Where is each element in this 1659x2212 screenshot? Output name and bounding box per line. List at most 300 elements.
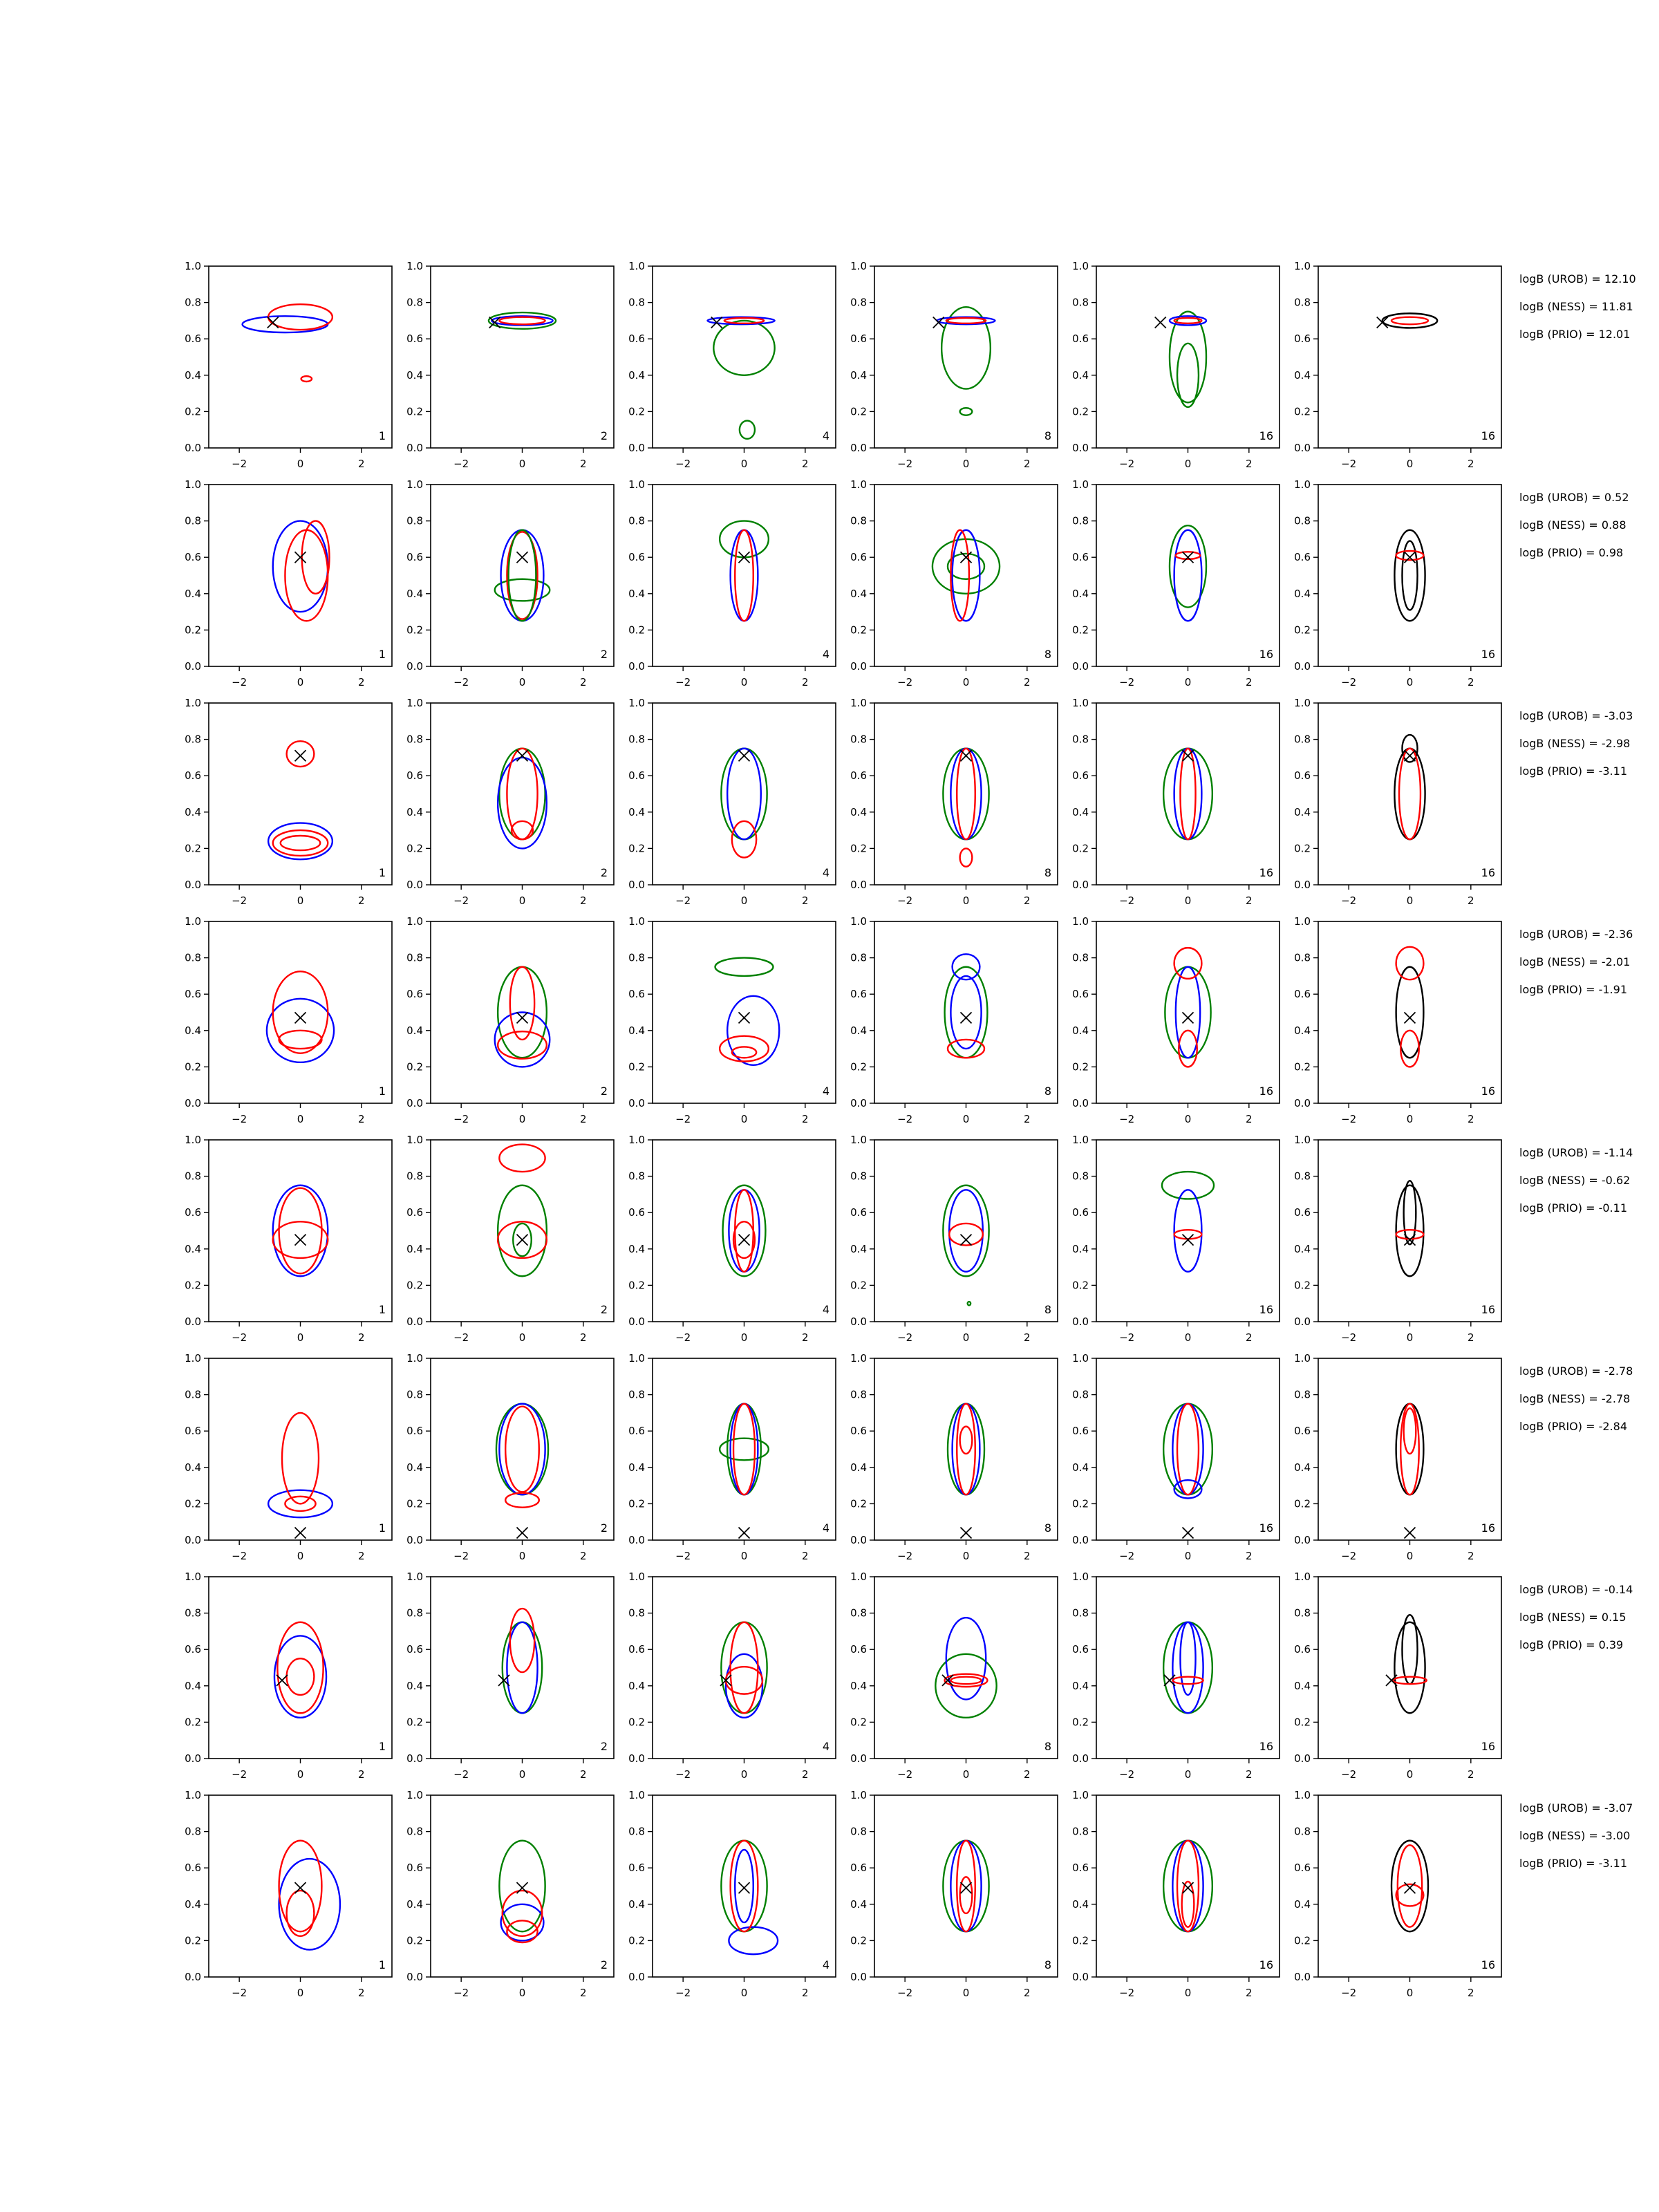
y-tick-label: 0.0 [1294, 1752, 1311, 1765]
y-tick-label: 0.2 [850, 624, 867, 637]
contour-group [932, 530, 1000, 621]
y-tick-label: 0.8 [185, 296, 201, 309]
contour-red [735, 530, 753, 621]
x-tick-label: 0 [1406, 1331, 1414, 1344]
y-tick-label: 0.0 [1072, 1752, 1089, 1765]
axes-frame [209, 1795, 392, 1977]
y-tick-label: 1.0 [1072, 1352, 1089, 1365]
figure-row [185, 1571, 1633, 1781]
y-tick-label: 0.0 [185, 1971, 201, 1983]
x-tick-label: −2 [1341, 894, 1357, 907]
subplot [850, 478, 1058, 688]
panel-label: 1 [378, 866, 386, 879]
x-tick-label: 0 [962, 1113, 970, 1125]
y-tick-label: 0.2 [850, 1934, 867, 1947]
y-tick-label: 0.4 [406, 1461, 423, 1474]
panel-label: 1 [378, 648, 386, 661]
y-tick-label: 0.6 [628, 988, 645, 1001]
y-tick-label: 0.6 [406, 988, 423, 1001]
y-tick-label: 0.2 [1294, 1060, 1311, 1074]
x-tick-label: 2 [358, 894, 365, 907]
y-tick-label: 1.0 [1294, 1571, 1311, 1583]
contour-blue [498, 758, 547, 849]
x-tick-label: 0 [1184, 458, 1192, 470]
y-tick-label: 0.2 [850, 405, 867, 418]
subplot [1072, 260, 1280, 470]
y-tick-label: 0.4 [406, 1024, 423, 1037]
y-tick-label: 0.2 [1294, 1934, 1311, 1947]
y-tick-label: 1.0 [1294, 1789, 1311, 1801]
x-tick-label: 0 [962, 1550, 970, 1562]
y-tick-label: 1.0 [850, 1571, 867, 1583]
x-tick-label: 0 [1184, 1768, 1192, 1781]
subplot [1072, 1571, 1280, 1781]
true-value-marker [268, 317, 279, 328]
y-tick-label: 0.8 [406, 1388, 423, 1401]
x-tick-label: 2 [1024, 1113, 1031, 1125]
y-tick-label: 0.6 [628, 1643, 645, 1656]
x-tick-label: 2 [1246, 676, 1253, 688]
y-tick-label: 0.8 [185, 733, 201, 746]
y-tick-label: 0.8 [185, 514, 201, 527]
y-tick-label: 0.4 [185, 1679, 201, 1692]
y-tick-label: 0.6 [185, 332, 201, 346]
contour-blue [268, 823, 332, 860]
axes-frame [1096, 485, 1280, 666]
panel-label: 2 [600, 429, 608, 442]
contour-blue [950, 1841, 981, 1932]
contour-group [1163, 1622, 1212, 1714]
y-tick-label: 0.8 [850, 514, 867, 527]
logb-annotation: logB (NESS) = -2.01 [1519, 955, 1631, 968]
y-tick-label: 0.2 [1072, 1497, 1089, 1510]
logb-annotation: logB (UROB) = -3.07 [1519, 1801, 1633, 1815]
true-value-marker [517, 1235, 528, 1246]
contour-red [735, 1190, 753, 1271]
y-tick-label: 0.2 [185, 842, 201, 855]
subplot [1294, 260, 1501, 470]
x-tick-label: −2 [675, 1550, 691, 1562]
subplot [628, 1571, 836, 1781]
true-value-marker [517, 552, 528, 563]
contour-group [715, 958, 780, 1065]
x-tick-label: −2 [897, 458, 913, 470]
logb-annotation: logB (PRIO) = -2.84 [1519, 1420, 1627, 1433]
y-tick-label: 0.6 [628, 1862, 645, 1875]
axes-frame [209, 1358, 392, 1540]
panel-label: 1 [378, 429, 386, 442]
x-tick-label: −2 [1341, 1331, 1357, 1344]
contour-red [960, 848, 973, 866]
subplot [850, 697, 1058, 907]
contour-green [498, 1185, 547, 1277]
x-tick-label: 0 [297, 1331, 304, 1344]
panel-label: 2 [600, 1085, 608, 1098]
contour-group [1163, 749, 1212, 840]
contour-green [509, 530, 536, 621]
y-tick-label: 0.4 [1072, 1242, 1089, 1255]
contour-group [945, 954, 988, 1058]
y-tick-label: 0.2 [185, 1934, 201, 1947]
panel-label: 16 [1481, 1958, 1495, 1971]
y-tick-label: 1.0 [628, 697, 645, 709]
y-tick-label: 0.2 [185, 1279, 201, 1292]
contour-red [1174, 948, 1202, 979]
subplot [1294, 697, 1501, 907]
y-tick-label: 0.2 [185, 405, 201, 418]
y-tick-label: 0.4 [1072, 1461, 1089, 1474]
y-tick-label: 0.8 [406, 951, 423, 964]
contour-red [512, 821, 533, 839]
axes-frame [1096, 266, 1280, 448]
y-tick-label: 0.6 [1294, 551, 1311, 564]
y-tick-label: 0.2 [406, 1060, 423, 1074]
x-tick-label: −2 [897, 676, 913, 688]
logb-annotation: logB (PRIO) = 0.39 [1519, 1638, 1624, 1651]
axes-frame [1318, 1358, 1501, 1540]
subplot [185, 1789, 392, 1999]
y-tick-label: 0.0 [628, 1752, 645, 1765]
y-tick-label: 0.4 [850, 1024, 867, 1037]
contour-group [943, 1841, 988, 1932]
x-tick-label: −2 [1341, 1113, 1357, 1125]
x-tick-label: 0 [297, 1987, 304, 1999]
y-tick-label: 1.0 [1072, 915, 1089, 928]
contour-group [948, 1404, 984, 1495]
x-tick-label: 0 [297, 1550, 304, 1562]
y-tick-label: 0.6 [1072, 1862, 1089, 1875]
true-value-marker [739, 750, 750, 761]
panel-label: 16 [1481, 1740, 1495, 1753]
y-tick-label: 0.6 [1294, 769, 1311, 782]
x-tick-label: −2 [232, 1768, 247, 1781]
y-tick-label: 0.2 [406, 405, 423, 418]
y-tick-label: 0.2 [406, 1934, 423, 1947]
x-tick-label: 0 [297, 458, 304, 470]
contour-group [1163, 1404, 1212, 1499]
y-tick-label: 0.6 [185, 551, 201, 564]
y-tick-label: 0.4 [628, 1024, 645, 1037]
panel-label: 16 [1481, 648, 1495, 661]
y-tick-label: 0.8 [1294, 1825, 1311, 1838]
x-tick-label: −2 [1119, 894, 1135, 907]
y-tick-label: 0.6 [185, 769, 201, 782]
y-tick-label: 0.4 [628, 1679, 645, 1692]
x-tick-label: 0 [1406, 1987, 1414, 1999]
y-tick-label: 1.0 [850, 478, 867, 491]
x-tick-label: 2 [1468, 1113, 1474, 1125]
x-tick-label: 2 [1468, 1987, 1474, 1999]
y-tick-label: 0.8 [185, 1170, 201, 1183]
contour-blue [273, 521, 328, 612]
x-tick-label: 0 [740, 1331, 748, 1344]
contour-group [273, 1185, 328, 1277]
subplot [185, 478, 392, 688]
x-tick-label: 2 [580, 1331, 587, 1344]
panel-label: 4 [822, 1521, 830, 1535]
contour-blue [735, 1850, 753, 1922]
x-tick-label: 0 [297, 894, 304, 907]
contour-red [733, 1404, 755, 1495]
y-tick-label: 0.4 [850, 1679, 867, 1692]
x-tick-label: −2 [897, 894, 913, 907]
subplot [1072, 1134, 1280, 1344]
y-tick-label: 0.4 [1072, 587, 1089, 600]
y-tick-label: 0.0 [406, 442, 423, 454]
y-tick-label: 0.0 [850, 1752, 867, 1765]
true-value-marker [1183, 1235, 1194, 1246]
x-tick-label: 0 [297, 676, 304, 688]
contour-group [723, 1185, 766, 1277]
x-tick-label: −2 [897, 1987, 913, 1999]
subplot [406, 1134, 614, 1344]
contour-red [957, 1841, 975, 1932]
y-tick-label: 0.6 [850, 1643, 867, 1656]
y-tick-label: 0.6 [1072, 332, 1089, 346]
y-tick-label: 1.0 [628, 1789, 645, 1801]
axes-frame [874, 1358, 1058, 1540]
y-tick-label: 1.0 [406, 1352, 423, 1365]
y-tick-label: 0.4 [185, 1024, 201, 1037]
x-tick-label: 0 [518, 1987, 526, 1999]
panel-label: 1 [378, 1085, 386, 1098]
x-tick-label: −2 [453, 676, 469, 688]
contour-red [499, 1145, 545, 1172]
panel-label: 8 [1044, 866, 1051, 879]
y-tick-label: 0.6 [1072, 551, 1089, 564]
x-tick-label: −2 [232, 1331, 247, 1344]
x-tick-label: 0 [297, 1113, 304, 1125]
y-tick-label: 0.6 [850, 1862, 867, 1875]
y-tick-label: 0.2 [1072, 624, 1089, 637]
y-tick-label: 0.2 [628, 1060, 645, 1074]
panel-label: 1 [378, 1521, 386, 1535]
y-tick-label: 0.6 [406, 332, 423, 346]
x-tick-label: 2 [1468, 894, 1474, 907]
logb-annotation: logB (PRIO) = 12.01 [1519, 328, 1631, 341]
y-tick-label: 0.4 [850, 587, 867, 600]
panel-label: 2 [600, 866, 608, 879]
panel-label: 16 [1259, 1521, 1273, 1535]
x-tick-label: 2 [1246, 1987, 1253, 1999]
x-tick-label: 2 [802, 1331, 809, 1344]
contour-group [243, 304, 332, 382]
contour-green [1163, 749, 1212, 840]
y-tick-label: 0.8 [1072, 733, 1089, 746]
x-tick-label: 0 [962, 676, 970, 688]
panel-label: 1 [378, 1958, 386, 1971]
contour-red [1400, 1404, 1419, 1495]
logb-annotation: logB (NESS) = -2.98 [1519, 737, 1631, 750]
panel-label: 16 [1481, 866, 1495, 879]
y-tick-label: 1.0 [406, 915, 423, 928]
x-tick-label: −2 [453, 1331, 469, 1344]
x-tick-label: −2 [675, 458, 691, 470]
true-value-marker [1405, 552, 1416, 563]
contour-group [1170, 312, 1206, 407]
y-tick-label: 0.4 [628, 587, 645, 600]
contour-group [1394, 735, 1425, 839]
y-tick-label: 1.0 [1072, 1789, 1089, 1801]
contour-red [510, 967, 534, 1040]
contour-red [1393, 1677, 1427, 1685]
y-tick-label: 1.0 [406, 260, 423, 272]
panel-label: 1 [378, 1303, 386, 1316]
y-tick-label: 0.4 [406, 805, 423, 818]
y-tick-label: 0.0 [185, 1097, 201, 1109]
x-tick-label: 0 [518, 458, 526, 470]
y-tick-label: 1.0 [1072, 1134, 1089, 1146]
y-tick-label: 0.6 [850, 551, 867, 564]
y-tick-label: 0.0 [406, 1315, 423, 1328]
x-tick-label: 2 [358, 1768, 365, 1781]
y-tick-label: 0.2 [185, 624, 201, 637]
axes-frame [874, 921, 1058, 1103]
y-tick-label: 0.4 [185, 1461, 201, 1474]
axes-frame [209, 921, 392, 1103]
x-tick-label: 2 [580, 1987, 587, 1999]
x-tick-label: 2 [580, 1768, 587, 1781]
y-tick-label: 0.4 [1294, 1461, 1311, 1474]
y-tick-label: 0.8 [850, 733, 867, 746]
y-tick-label: 1.0 [185, 478, 201, 491]
contour-group [1170, 525, 1206, 621]
subplot [628, 478, 836, 688]
axes-frame [653, 921, 836, 1103]
x-tick-label: −2 [675, 894, 691, 907]
y-tick-label: 1.0 [1294, 915, 1311, 928]
y-tick-label: 0.8 [406, 1170, 423, 1183]
axes-frame [431, 266, 614, 448]
subplot [628, 1134, 836, 1344]
contour-group [708, 317, 775, 439]
contour-group [720, 1404, 769, 1495]
x-tick-label: 2 [358, 1331, 365, 1344]
panel-label: 2 [600, 1958, 608, 1971]
contour-group [495, 967, 550, 1067]
x-tick-label: 0 [1406, 1768, 1414, 1781]
y-tick-label: 0.0 [1294, 1971, 1311, 1983]
y-tick-label: 0.2 [628, 842, 645, 855]
y-tick-label: 0.2 [850, 1497, 867, 1510]
y-tick-label: 1.0 [185, 915, 201, 928]
y-tick-label: 1.0 [185, 1352, 201, 1365]
subplot [850, 1134, 1058, 1344]
y-tick-label: 0.8 [406, 296, 423, 309]
contour-green [968, 1302, 971, 1305]
y-tick-label: 1.0 [628, 1134, 645, 1146]
y-tick-label: 0.6 [628, 1206, 645, 1219]
x-tick-label: 0 [518, 676, 526, 688]
y-tick-label: 0.4 [185, 1242, 201, 1255]
contour-black [1394, 1622, 1425, 1714]
contour-blue [950, 749, 981, 840]
true-value-marker [961, 750, 972, 761]
y-tick-label: 0.6 [1072, 1206, 1089, 1219]
x-tick-label: −2 [1119, 1987, 1135, 1999]
contour-red [732, 1047, 756, 1058]
y-tick-label: 0.6 [1072, 769, 1089, 782]
contour-blue [1174, 749, 1202, 840]
x-tick-label: 2 [358, 1987, 365, 1999]
y-tick-label: 0.0 [628, 879, 645, 891]
contour-group [721, 1841, 778, 1954]
y-tick-label: 0.0 [1294, 442, 1311, 454]
y-tick-label: 0.0 [1072, 1971, 1089, 1983]
x-tick-label: −2 [675, 1331, 691, 1344]
y-tick-label: 0.2 [628, 624, 645, 637]
y-tick-label: 0.4 [1294, 1897, 1311, 1911]
x-tick-label: −2 [453, 1987, 469, 1999]
y-tick-label: 0.4 [1294, 805, 1311, 818]
contour-group [943, 749, 988, 867]
axes-frame [874, 703, 1058, 885]
contour-black [1402, 1615, 1417, 1684]
contour-group [1393, 1615, 1427, 1713]
contour-blue [274, 1635, 326, 1717]
x-tick-label: 2 [1468, 1768, 1474, 1781]
y-tick-label: 0.4 [628, 1461, 645, 1474]
y-tick-label: 0.0 [406, 879, 423, 891]
panel-label: 8 [1044, 1303, 1051, 1316]
y-tick-label: 1.0 [1072, 260, 1089, 272]
contour-group [267, 971, 334, 1062]
contour-red [285, 530, 328, 621]
y-tick-label: 0.4 [185, 368, 201, 382]
y-tick-label: 0.2 [406, 1497, 423, 1510]
y-tick-label: 0.8 [406, 1825, 423, 1838]
y-tick-label: 0.0 [1072, 660, 1089, 673]
x-tick-label: 0 [518, 1113, 526, 1125]
panel-label: 16 [1481, 429, 1495, 442]
axes-frame [431, 1358, 614, 1540]
panel-label: 8 [1044, 648, 1051, 661]
y-tick-label: 0.0 [1072, 1315, 1089, 1328]
y-tick-label: 0.4 [1072, 368, 1089, 382]
y-tick-label: 0.2 [1072, 1279, 1089, 1292]
contour-group [268, 741, 332, 859]
panel-label: 2 [600, 648, 608, 661]
contour-blue [949, 1190, 983, 1271]
true-value-marker [739, 1235, 750, 1246]
contour-group [498, 1145, 547, 1277]
figure-row [185, 478, 1629, 688]
axes-frame [431, 703, 614, 885]
true-value-marker [517, 1882, 528, 1893]
contour-group [1382, 313, 1438, 328]
x-tick-label: −2 [897, 1768, 913, 1781]
x-tick-label: −2 [1341, 1768, 1357, 1781]
true-value-marker [739, 1882, 750, 1893]
y-tick-label: 0.2 [628, 1716, 645, 1729]
y-tick-label: 1.0 [850, 260, 867, 272]
contour-group [279, 1841, 340, 1950]
axes-frame [874, 1795, 1058, 1977]
subplot [628, 260, 836, 470]
subplot [850, 1789, 1058, 1999]
contour-red [957, 1404, 975, 1495]
y-tick-label: 0.2 [1072, 405, 1089, 418]
x-tick-label: 0 [962, 1987, 970, 1999]
subplot [406, 260, 614, 470]
y-tick-label: 1.0 [1072, 478, 1089, 491]
x-tick-label: 2 [802, 458, 809, 470]
subplot [1294, 1352, 1501, 1562]
y-tick-label: 0.8 [628, 296, 645, 309]
y-tick-label: 1.0 [628, 478, 645, 491]
y-tick-label: 0.8 [628, 1388, 645, 1401]
x-tick-label: 2 [1468, 458, 1474, 470]
